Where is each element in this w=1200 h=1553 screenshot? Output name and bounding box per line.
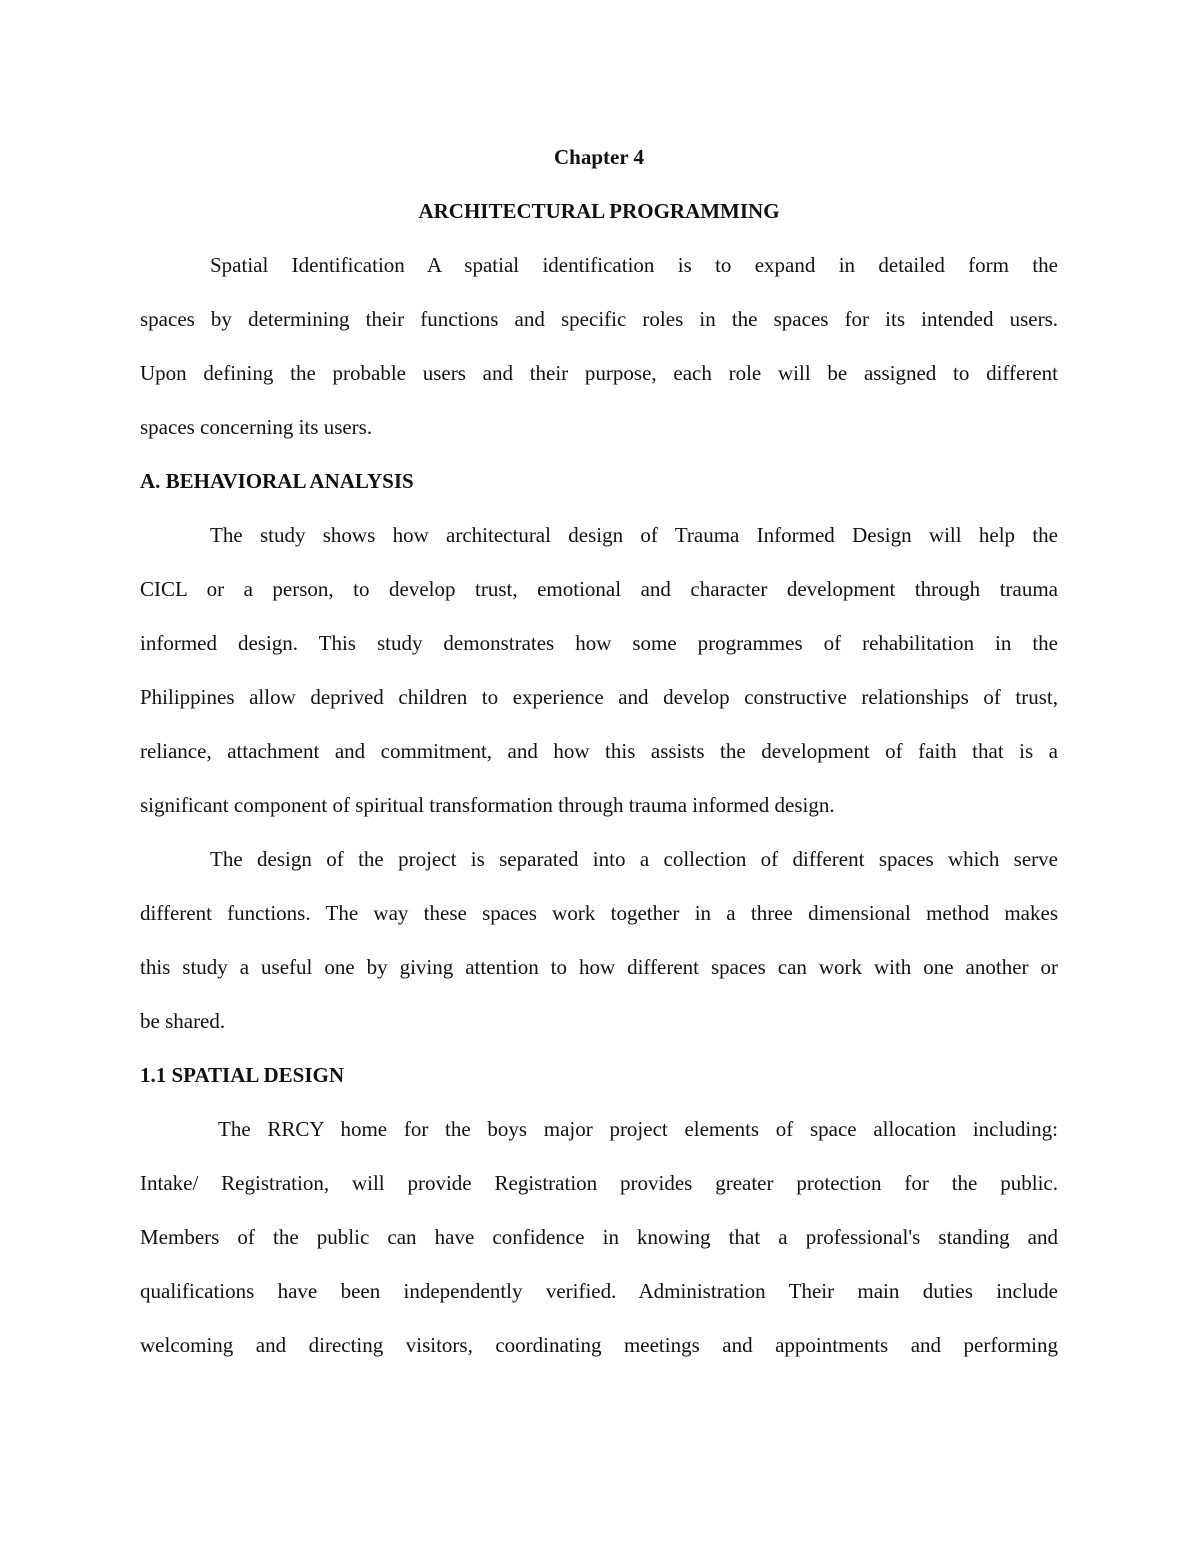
paragraph-line: The study shows how architectural design of Trauma Informed Design will help the bbox=[210, 523, 1058, 547]
paragraph-line: CICL or a person, to develop trust, emotional and character development through trauma bbox=[140, 577, 1058, 601]
paragraph-line: informed design. This study demonstrates how some programmes of rehabilitation in the bbox=[140, 631, 1058, 655]
paragraph-line: Philippines allow deprived children to experience and develop constructive relationships of trust, bbox=[140, 685, 1058, 709]
section-title: ARCHITECTURAL PROGRAMMING bbox=[418, 199, 780, 223]
paragraph-line: welcoming and directing visitors, coordinating meetings and appointments and performing bbox=[140, 1333, 1058, 1357]
intro-line: Upon defining the probable users and their purpose, each role will be assigned to different bbox=[140, 361, 1058, 385]
intro-line: spaces by determining their functions and specific roles in the spaces for its intended users. bbox=[140, 307, 1058, 331]
intro-line: Spatial Identification A spatial identification is to expand in detailed form the bbox=[210, 253, 1058, 277]
heading-spatial-design: 1.1 SPATIAL DESIGN bbox=[140, 1063, 345, 1087]
paragraph-line: The design of the project is separated into a collection of different spaces which serve bbox=[210, 847, 1058, 871]
paragraph-line: different functions. The way these spaces work together in a three dimensional method makes bbox=[140, 901, 1058, 925]
chapter-title: Chapter 4 bbox=[553, 145, 645, 169]
paragraph-line: Members of the public can have confidence in knowing that a professional's standing and bbox=[140, 1225, 1058, 1249]
paragraph-line: Intake/ Registration, will provide Registration provides greater protection for the public. bbox=[140, 1171, 1058, 1195]
intro-line: spaces concerning its users. bbox=[140, 415, 373, 439]
paragraph-line: be shared. bbox=[140, 1009, 226, 1033]
paragraph-line: this study a useful one by giving attention to how different spaces can work with one another or bbox=[140, 955, 1058, 979]
heading-behavioral-analysis: A. BEHAVIORAL ANALYSIS bbox=[140, 469, 414, 493]
paragraph-line: significant component of spiritual transformation through trauma informed design. bbox=[140, 793, 835, 817]
document-body bbox=[140, 138, 1058, 1380]
paragraph-line: reliance, attachment and commitment, and how this assists the development of faith that is a bbox=[140, 739, 1058, 763]
paragraph-line: The RRCY home for the boys major project elements of space allocation including: bbox=[218, 1117, 1058, 1141]
paragraph-line: qualifications have been independently verified. Administration Their main duties include bbox=[140, 1279, 1058, 1303]
